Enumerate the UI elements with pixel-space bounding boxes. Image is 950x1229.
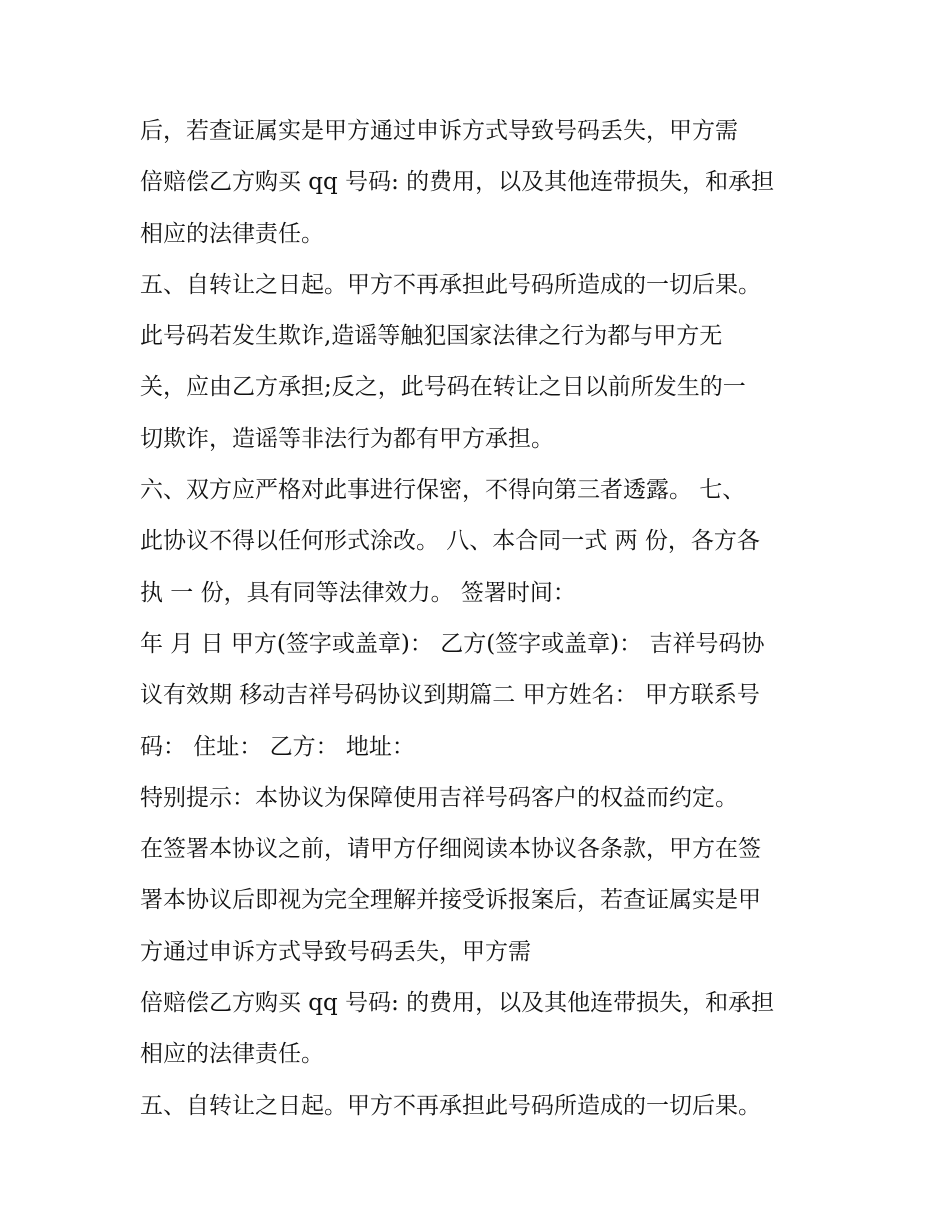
text-line: 六、双方应严格对此事进行保密，不得向第三者透露。 七、	[140, 477, 746, 504]
text-line: 相应的法律责任。	[140, 220, 324, 247]
text-line: 年 月 日 甲方(签字或盖章)： 乙方(签字或盖章)： 吉祥号码协	[140, 630, 765, 657]
text-line: 关，应由乙方承担;反之，此号码在转让之日以前所发生的一	[140, 374, 746, 401]
text-line: 特别提示：本协议为保障使用吉祥号码客户的权益而约定。	[140, 784, 738, 811]
text-line: 五、自转让之日起。甲方不再承担此号码所造成的一切后果。	[140, 271, 761, 298]
text-line: 在签署本协议之前，请甲方仔细阅读本协议各条款，甲方在签	[140, 836, 761, 863]
text-line: 倍赔偿乙方购买 qq 号码: 的费用，以及其他连带损失，和承担	[140, 169, 775, 196]
text-line: 此号码若发生欺诈,造谣等触犯国家法律之行为都与甲方无	[140, 323, 723, 350]
text-line: 执 一 份，具有同等法律效力。 签署时间：	[140, 579, 576, 606]
text-line: 相应的法律责任。	[140, 1041, 324, 1068]
text-line: 方通过申诉方式导致号码丢失，甲方需	[140, 938, 531, 965]
text-line: 码： 住址： 乙方： 地址：	[140, 733, 415, 760]
text-line: 议有效期 移动吉祥号码协议到期篇二 甲方姓名： 甲方联系号	[140, 682, 760, 709]
text-line: 此协议不得以任何形式涂改。 八、本合同一式 两 份，各方各	[140, 528, 760, 555]
text-line: 倍赔偿乙方购买 qq 号码: 的费用，以及其他连带损失，和承担	[140, 990, 775, 1017]
document-body	[140, 106, 830, 1132]
text-line: 切欺诈，造谣等非法行为都有甲方承担。	[140, 425, 554, 452]
text-line: 后，若查证属实是甲方通过申诉方式导致号码丢失，甲方需	[140, 118, 738, 144]
text-line: 署本协议后即视为完全理解并接受诉报案后，若查证属实是甲	[140, 887, 761, 914]
text-line: 五、自转让之日起。甲方不再承担此号码所造成的一切后果。	[140, 1092, 761, 1119]
